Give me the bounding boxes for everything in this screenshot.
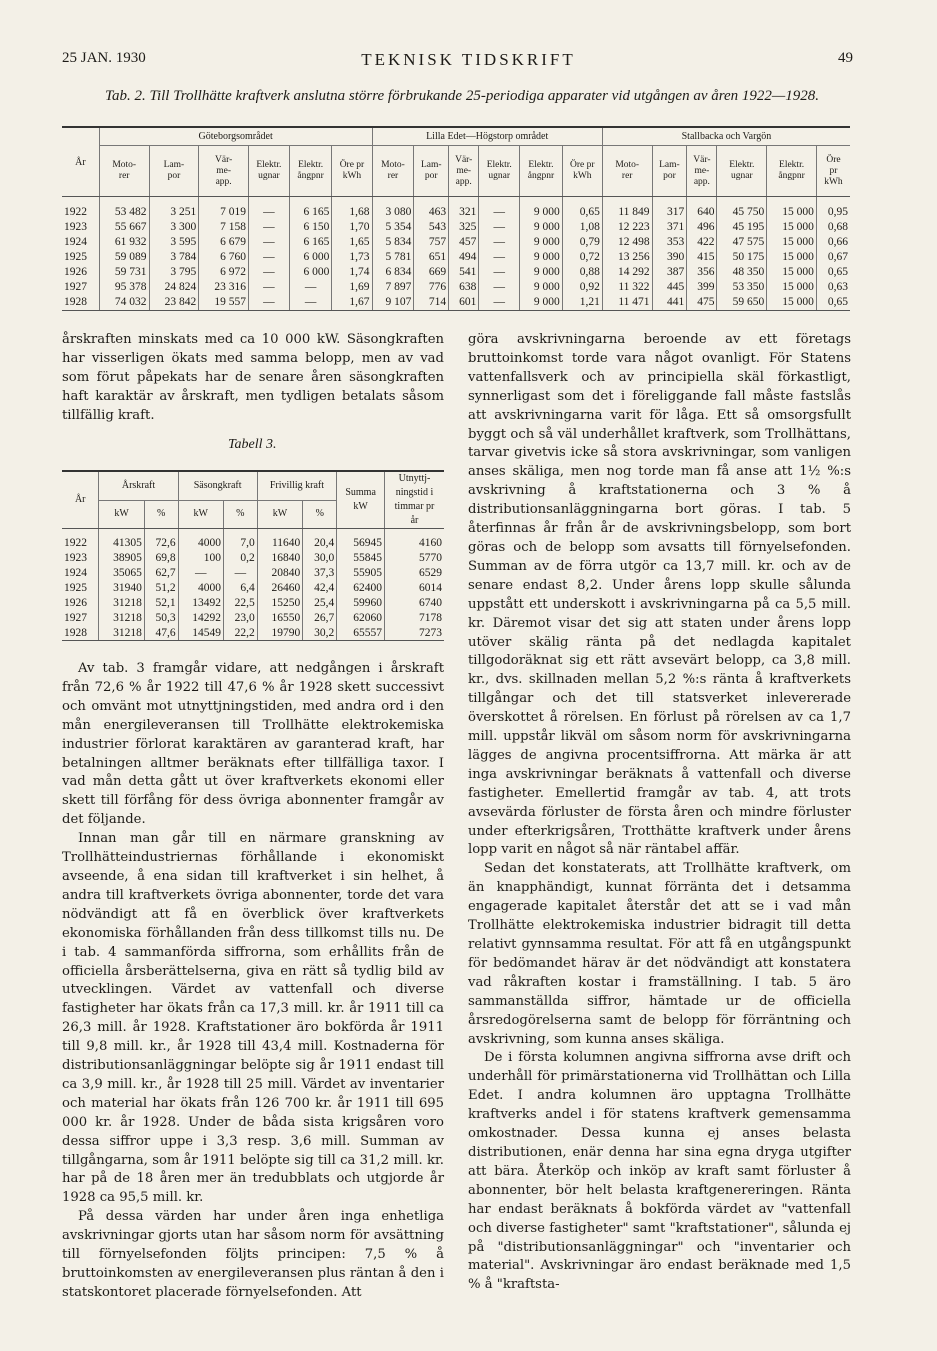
row-year: 1925 <box>64 251 87 263</box>
table-cell: 353 <box>652 235 687 250</box>
table-cell: 16840 <box>257 550 303 565</box>
table2-subcol-header: Lam- por <box>149 146 199 197</box>
table-row <box>62 625 444 641</box>
table2-subcol-header: Öre pr kWh <box>332 146 372 197</box>
table-cell: 757 <box>414 235 449 250</box>
table-cell: 5 354 <box>372 220 414 235</box>
paragraph-rakraft: Sedan det konstaterats, att Trollhätte kraftverk, om än knapphändigt, kunnat förränta det i detsamma engagerade kapitalet återstår det att se i vad mån Trollhätte elektrokemiska industrier bidragit till detta relativt gynnsamma resultat. För att få en utgångspunkt för bedömandet härav är det nödvändigt att konstatera vad råkraften kostar i framställning. I tab. 5 äro sammanställda siffror, hämtade ur de officiella årsredogörelserna samt de belopp för förräntning och avskrivning, som kunna anses skäliga. <box>468 861 851 1047</box>
table-cell: 74 032 <box>99 295 149 311</box>
table-cell: 3 251 <box>149 197 199 221</box>
table3-unit-header: % <box>303 500 337 528</box>
table-cell: — <box>289 280 332 295</box>
row-year: 1928 <box>62 625 99 641</box>
table-cell: 15 000 <box>767 295 817 311</box>
table-cell: — <box>248 220 289 235</box>
table-cell: 50,3 <box>144 610 178 625</box>
table3-sum-header: Summa kW <box>337 471 385 529</box>
page-number: 49 <box>838 50 853 66</box>
table-row <box>62 610 444 625</box>
table-cell: 26460 <box>257 580 303 595</box>
table-cell: 6 972 <box>199 265 249 280</box>
table2-year-header: År <box>62 127 99 197</box>
row-year: 1925 <box>64 581 87 594</box>
table-cell: 1,21 <box>562 295 602 311</box>
row-year: 1922 <box>64 206 87 218</box>
table-cell: 776 <box>414 280 449 295</box>
table2-subcol-header: Elektr. ugnar <box>717 146 767 197</box>
table2-group-header: Stallbacka och Vargön <box>602 127 850 146</box>
paragraph-arskraft: årskraften minskats med ca 10 000 kW. Säsongkraften har visserligen ökats med samma belopp, men av vad som förut påpekats har de senare åren säsongkraften haft karaktär av årskraft, men tydligen betalats såsom tillfällig kraft. <box>62 332 444 423</box>
table-cell: — <box>178 565 223 580</box>
table-cell: 100 <box>178 550 223 565</box>
table3 <box>62 470 444 641</box>
table-cell: 7 019 <box>199 197 249 221</box>
table-cell: 325 <box>449 220 479 235</box>
table-cell: 7178 <box>385 610 444 625</box>
table-cell: 31218 <box>99 625 144 641</box>
table-cell: 15 000 <box>767 197 817 221</box>
table2-group-header: Lilla Edet—Högstorp området <box>372 127 602 146</box>
table-cell: 475 <box>687 295 717 311</box>
table2 <box>62 126 850 311</box>
table-cell: 20,4 <box>303 529 337 551</box>
table-cell: 669 <box>414 265 449 280</box>
table-cell: — <box>479 295 520 311</box>
table-cell: 12 223 <box>602 220 652 235</box>
table2-group-header: Göteborgsområdet <box>99 127 372 146</box>
table-cell: 26,7 <box>303 610 337 625</box>
table-cell: 37,3 <box>303 565 337 580</box>
table-cell: — <box>479 250 520 265</box>
table-cell: 3 300 <box>149 220 199 235</box>
journal-title: TEKNISK TIDSKRIFT <box>361 50 576 69</box>
table-cell: 59 650 <box>717 295 767 311</box>
table-cell: 11640 <box>257 529 303 551</box>
paragraph-granskning: Innan man går till en närmare granskning av Trollhätteindustriernas förhållande i ekonomiskt avseende, å ena sidan till kraftverket i sin helhet, å andra till kraftverkets övriga abonnenter, torde det vara nödvändigt att få en överblick över kraftverkets ekonomiska förhållanden från dess tillkomst tills nu. De i tab. 4 sammanförda siffrorna, som erhållits från de officiella årsberättelserna, giva en rätt så tydlig bild av utvecklingen. Värdet av vattenfall och diverse fastigheter har ökats från ca 17,3 mill. kr. år 1911 till ca 26,3 mill. år 1928. Kraftstationer äro bokförda år 1911 till 9,8 mill. kr., år 1928 till 43,4 mill. Kostnaderna för distributionsanläggningar belöpte sig år 1911 endast till ca 3,9 mill. kr., år 1928 till 25 mill. Värdet av inventarier och material har ökats från 126 700 kr. år 1911 till 695 000 kr. år 1928. Under de båda sista krigsåren voro dessa siffror uppe i 3,3 resp. 3,6 mill. Summan av tillgångarna, som år 1911 belöpte sig till ca 31,2 mill. kr. har på de 18 åren mer än tredubblats och utgjorde år 1928 ca 95,5 mill. kr. <box>62 831 444 1206</box>
paragraph-kolumner: De i första kolumnen angivna siffrorna avse drift och underhåll för primärstationerna vid Trollhättan och Lilla Edet. I andra kolumnen äro upptagna Trollhätte kraftverks andel i för statens kraftverk gemensamma omkostnader. Dessa kunna ej anses belasta distributionen, enär denna har sina egna dryga utgifter att bära. Återköp och inköp av kraft samt förluster å abonnenter, bör helt belasta kraftgenereringen. Ränta har endast beräknats å bokförda värdet av "vattenfall och diverse fastigheter" samt "kraftstationer", sålunda ej på "distributionsanläggningar" och "inventarier och material". Avskrivningar äro endast beräknade med 1,5 % å "kraftsta- <box>468 1050 851 1293</box>
table-cell: 45 750 <box>717 197 767 221</box>
table-cell: 42,4 <box>303 580 337 595</box>
table-cell: 31218 <box>99 595 144 610</box>
table-cell: 25,4 <box>303 595 337 610</box>
table-cell: 11 471 <box>602 295 652 311</box>
table-cell: 59 731 <box>99 265 149 280</box>
table3-year-header: År <box>62 471 99 529</box>
table-cell: 9 000 <box>520 235 563 250</box>
table-cell: 6 165 <box>289 235 332 250</box>
table-row <box>62 265 850 280</box>
table-cell: 19790 <box>257 625 303 641</box>
table-row <box>62 250 850 265</box>
table-cell: 6014 <box>385 580 444 595</box>
table-cell: 95 378 <box>99 280 149 295</box>
table-cell: 9 107 <box>372 295 414 311</box>
table3-util-header: Utnyttj- ningstid i timmar pr år <box>385 471 444 529</box>
table-cell: 7,0 <box>223 529 257 551</box>
table-cell: — <box>479 235 520 250</box>
table-cell: 441 <box>652 295 687 311</box>
table-cell: 50 175 <box>717 250 767 265</box>
table-cell: 55 667 <box>99 220 149 235</box>
table-cell: 5770 <box>385 550 444 565</box>
table2-subcol-header: Öre pr kWh <box>816 146 850 197</box>
table-cell: 41305 <box>99 529 144 551</box>
left-column-bottom <box>62 660 444 1303</box>
table-cell: 6 834 <box>372 265 414 280</box>
table2-subcol-header: Öre pr kWh <box>562 146 602 197</box>
table-cell: 55905 <box>337 565 385 580</box>
table2-subcol-header: Vär- me- app. <box>687 146 717 197</box>
table-cell: 1,73 <box>332 250 372 265</box>
table-cell: — <box>248 250 289 265</box>
table-cell: 22,5 <box>223 595 257 610</box>
header-date: 25 JAN. 1930 <box>62 50 146 66</box>
table-cell: 53 482 <box>99 197 149 221</box>
table-cell: 387 <box>652 265 687 280</box>
table-cell: 1,67 <box>332 295 372 311</box>
table2-subcol-header: Moto- rer <box>602 146 652 197</box>
table-cell: 45 195 <box>717 220 767 235</box>
row-year: 1924 <box>64 236 87 248</box>
table-cell: 14292 <box>178 610 223 625</box>
paragraph-tab3: Av tab. 3 framgår vidare, att nedgången i årskraft från 72,6 % år 1922 till 47,6 % år 1928 skett successivt och omvänt mot utnyttjningstiden, med andra ord i den mån energileveransen till Trollhätte elektrokemiska industrier förlorat karaktären av garanterad kraft, har betalningen alltmer beräknats efter tillfälliga taxor. I vad mån detta gått ut över kraftverkets ekonomi eller skett till förfång för dess övriga abonnenter framgår av det följande. <box>62 661 444 828</box>
table-cell: 13 256 <box>602 250 652 265</box>
table-cell: 23 842 <box>149 295 199 311</box>
row-year: 1924 <box>64 566 87 579</box>
table2-subcol-header: Lam- por <box>414 146 449 197</box>
table-row <box>62 595 444 610</box>
table-cell: 24 824 <box>149 280 199 295</box>
table-cell: 1,65 <box>332 235 372 250</box>
table-cell: 53 350 <box>717 280 767 295</box>
table-cell: 3 784 <box>149 250 199 265</box>
table-cell: 56945 <box>337 529 385 551</box>
table-cell: — <box>248 295 289 311</box>
table-cell: 19 557 <box>199 295 249 311</box>
table-cell: 11 849 <box>602 197 652 221</box>
table-cell: 51,2 <box>144 580 178 595</box>
table-cell: 23,0 <box>223 610 257 625</box>
table-cell: — <box>479 280 520 295</box>
table-cell: — <box>479 220 520 235</box>
table-row <box>62 580 444 595</box>
table-cell: 61 932 <box>99 235 149 250</box>
table-cell: 14 292 <box>602 265 652 280</box>
table-cell: 52,1 <box>144 595 178 610</box>
table-cell: 317 <box>652 197 687 221</box>
table-cell: 9 000 <box>520 197 563 221</box>
table-cell: 6 679 <box>199 235 249 250</box>
row-year: 1926 <box>64 266 87 278</box>
table2-subcol-header: Vär- me- app. <box>199 146 249 197</box>
table3-unit-header: kW <box>257 500 303 528</box>
table-cell: 638 <box>449 280 479 295</box>
table3-caption: Tabell 3. <box>228 437 277 452</box>
table-cell: 9 000 <box>520 220 563 235</box>
table-cell: 601 <box>449 295 479 311</box>
table3-unit-header: kW <box>99 500 144 528</box>
table-cell: 7 897 <box>372 280 414 295</box>
table-cell: 22,2 <box>223 625 257 641</box>
table-cell: 6529 <box>385 565 444 580</box>
table-cell: 1,69 <box>332 280 372 295</box>
table2-subcol-header: Vär- me- app. <box>449 146 479 197</box>
table-cell: 9 000 <box>520 250 563 265</box>
table-cell: 65557 <box>337 625 385 641</box>
table-cell: 31940 <box>99 580 144 595</box>
table-cell: 9 000 <box>520 295 563 311</box>
table-cell: 4160 <box>385 529 444 551</box>
table-row <box>62 529 444 551</box>
table-cell: 0,79 <box>562 235 602 250</box>
table2-subcol-header: Elektr. ångpnr <box>520 146 563 197</box>
table-cell: 445 <box>652 280 687 295</box>
table-row <box>62 235 850 250</box>
table-cell: 62400 <box>337 580 385 595</box>
table-cell: 0,95 <box>816 197 850 221</box>
table-cell: 6 000 <box>289 265 332 280</box>
table-cell: 640 <box>687 197 717 221</box>
table-cell: 321 <box>449 197 479 221</box>
table-cell: 15250 <box>257 595 303 610</box>
left-column-top <box>62 331 444 426</box>
table-cell: 23 316 <box>199 280 249 295</box>
table-cell: 15 000 <box>767 220 817 235</box>
table-cell: 457 <box>449 235 479 250</box>
table-cell: 47,6 <box>144 625 178 641</box>
table-cell: 1,68 <box>332 197 372 221</box>
table-cell: 9 000 <box>520 265 563 280</box>
table-cell: 0,67 <box>816 250 850 265</box>
table-cell: 0,68 <box>816 220 850 235</box>
table-cell: 415 <box>687 250 717 265</box>
table-cell: 6,4 <box>223 580 257 595</box>
table-cell: 69,8 <box>144 550 178 565</box>
table-cell: 15 000 <box>767 235 817 250</box>
table-cell: 62,7 <box>144 565 178 580</box>
table-cell: 38905 <box>99 550 144 565</box>
table-cell: 5 781 <box>372 250 414 265</box>
row-year: 1926 <box>64 596 87 609</box>
table-cell: — <box>248 235 289 250</box>
table-row <box>62 197 850 221</box>
table-cell: 0,2 <box>223 550 257 565</box>
table-cell: 496 <box>687 220 717 235</box>
table-cell: 3 080 <box>372 197 414 221</box>
table-cell: — <box>248 265 289 280</box>
table-cell: 399 <box>687 280 717 295</box>
table-cell: 30,0 <box>303 550 337 565</box>
table2-subcol-header: Lam- por <box>652 146 687 197</box>
table-cell: — <box>479 265 520 280</box>
table-cell: 3 595 <box>149 235 199 250</box>
table-cell: 30,2 <box>303 625 337 641</box>
table-cell: 0,65 <box>816 295 850 311</box>
table-cell: 35065 <box>99 565 144 580</box>
table-cell: 6 165 <box>289 197 332 221</box>
table-cell: 48 350 <box>717 265 767 280</box>
table-cell: 0,65 <box>562 197 602 221</box>
table-cell: 15 000 <box>767 280 817 295</box>
table2-subcol-header: Elektr. ångpnr <box>289 146 332 197</box>
table-cell: 55845 <box>337 550 385 565</box>
table-cell: 0,92 <box>562 280 602 295</box>
table-cell: 31218 <box>99 610 144 625</box>
table2-subcol-header: Moto- rer <box>372 146 414 197</box>
table-cell: 47 575 <box>717 235 767 250</box>
table2-subcol-header: Moto- rer <box>99 146 149 197</box>
table3-unit-header: % <box>223 500 257 528</box>
table-cell: 390 <box>652 250 687 265</box>
table-cell: 0,66 <box>816 235 850 250</box>
paragraph-avskrivningar: På dessa värden har under åren inga enhetliga avskrivningar gjorts utan har såsom norm för avsättning till förnyelsefonden följts principen: 7,5 % å bruttoinkomsten av energileveransen plus räntan å den i statskontoret placerade förnyelsefonden. Att <box>62 1209 444 1300</box>
table-cell: 1,70 <box>332 220 372 235</box>
table-cell: 11 322 <box>602 280 652 295</box>
table3-unit-header: kW <box>178 500 223 528</box>
row-year: 1922 <box>64 536 87 549</box>
table-cell: 9 000 <box>520 280 563 295</box>
table-cell: 4000 <box>178 580 223 595</box>
table-cell: 72,6 <box>144 529 178 551</box>
table-cell: 62060 <box>337 610 385 625</box>
table-cell: 6 760 <box>199 250 249 265</box>
table-row <box>62 295 850 311</box>
table-cell: 3 795 <box>149 265 199 280</box>
table-cell: 59960 <box>337 595 385 610</box>
row-year: 1927 <box>64 611 87 624</box>
table-cell: 6 000 <box>289 250 332 265</box>
table-cell: 5 834 <box>372 235 414 250</box>
row-year: 1923 <box>64 551 87 564</box>
table-row <box>62 565 444 580</box>
table-cell: 0,88 <box>562 265 602 280</box>
table-cell: 12 498 <box>602 235 652 250</box>
table-cell: 494 <box>449 250 479 265</box>
table3-group-header: Säsongkraft <box>178 471 257 500</box>
row-year: 1927 <box>64 281 87 293</box>
table-cell: 14549 <box>178 625 223 641</box>
table-cell: 4000 <box>178 529 223 551</box>
table-cell: 541 <box>449 265 479 280</box>
table-cell: 0,63 <box>816 280 850 295</box>
table-cell: 1,08 <box>562 220 602 235</box>
table3-group-header: Årskraft <box>99 471 178 500</box>
table2-subcol-header: Elektr. ugnar <box>479 146 520 197</box>
table-cell: 651 <box>414 250 449 265</box>
table-cell: 356 <box>687 265 717 280</box>
table-cell: — <box>248 280 289 295</box>
table-cell: 7273 <box>385 625 444 641</box>
right-column <box>468 331 851 1295</box>
row-year: 1928 <box>62 295 99 311</box>
table-cell: 15 000 <box>767 250 817 265</box>
table-cell: 0,72 <box>562 250 602 265</box>
table-cell: 7 158 <box>199 220 249 235</box>
table-cell: 463 <box>414 197 449 221</box>
table-cell: 16550 <box>257 610 303 625</box>
table-cell: — <box>289 295 332 311</box>
table-cell: 0,65 <box>816 265 850 280</box>
table-cell: 714 <box>414 295 449 311</box>
table-cell: — <box>248 197 289 221</box>
table-cell: — <box>479 197 520 221</box>
table3-group-header: Frivillig kraft <box>257 471 337 500</box>
paragraph-avskrivning-cont: göra avskrivningarna beroende av ett företags bruttoinkomst torde vara något ovanligt. För Statens vattenfallsverk och av principiella skäl förkastligt, synnerligast som det i föreliggande fall måste fastslås att avskrivningarna varit för låga. Ett så omsorgsfullt byggt och så väl underhållet kraftverk, som Trollhättans, tarvar givetvis icke så stora avskrivningar, som vanligen anses skäliga, men nog torde man få anse att 1½ %:s avskrivning å kraftstationerna och 3 % å distributionsanläggningarna bort göras. I tab. 5 återfinnas år från år de avskrivningsbelopp, som bort göras och de belopp som avsatts till förnyelsefonden. Summan av de förra utgör ca 13,7 mill. kr. och av de senare endast 8,2. Under årens lopp skulle sålunda uppstått ett underskott i avskrivningarna på ca 5,5 mill. kr. Däremot visar det sig att staten under årens lopp utöver skälig ränta på det nedlagda kapitalet tillgodoräknat sig ett rätt avsevärt belopp, ca 3,8 mill. kr., dvs. skillnaden mellan 5,2 %:s ränta å kraftverkets tillgångar och det till statsverket inlevererade överskottet å rörelsen. En förlust på rörelsen av ca 1,7 mill. uppstår likväl om såsom norm för avskrivningarna lägges de angivna procentsiffrorna. Att märka är att inga avskrivningar beräknats å vattenfall och diverse fastigheter. Emellertid framgår av tab. 4, att trots avsevärda förluster de första åren och mindre förluster under efterkrigsåren, Trotthätte kraftverk under årens lopp varit en något så när räntabel affär. <box>468 332 851 858</box>
table-cell: 6 150 <box>289 220 332 235</box>
table-cell: 6740 <box>385 595 444 610</box>
table3-unit-header: % <box>144 500 178 528</box>
table-cell: 20840 <box>257 565 303 580</box>
table-row <box>62 220 850 235</box>
table-cell: 422 <box>687 235 717 250</box>
running-header <box>0 50 937 70</box>
table-cell: — <box>223 565 257 580</box>
table-cell: 543 <box>414 220 449 235</box>
table2-subcol-header: Elektr. ugnar <box>248 146 289 197</box>
table2-caption: Tab. 2. Till Trollhätte kraftverk anslutna större förbrukande 25-periodiga apparater vid utgången av åren 1922—1928. <box>104 88 820 104</box>
table-cell: 13492 <box>178 595 223 610</box>
table-cell: 371 <box>652 220 687 235</box>
table-row <box>62 280 850 295</box>
table-cell: 59 089 <box>99 250 149 265</box>
table-row <box>62 550 444 565</box>
row-year: 1923 <box>64 221 87 233</box>
table2-subcol-header: Elektr. ångpnr <box>767 146 817 197</box>
table-cell: 15 000 <box>767 265 817 280</box>
table-cell: 1,74 <box>332 265 372 280</box>
